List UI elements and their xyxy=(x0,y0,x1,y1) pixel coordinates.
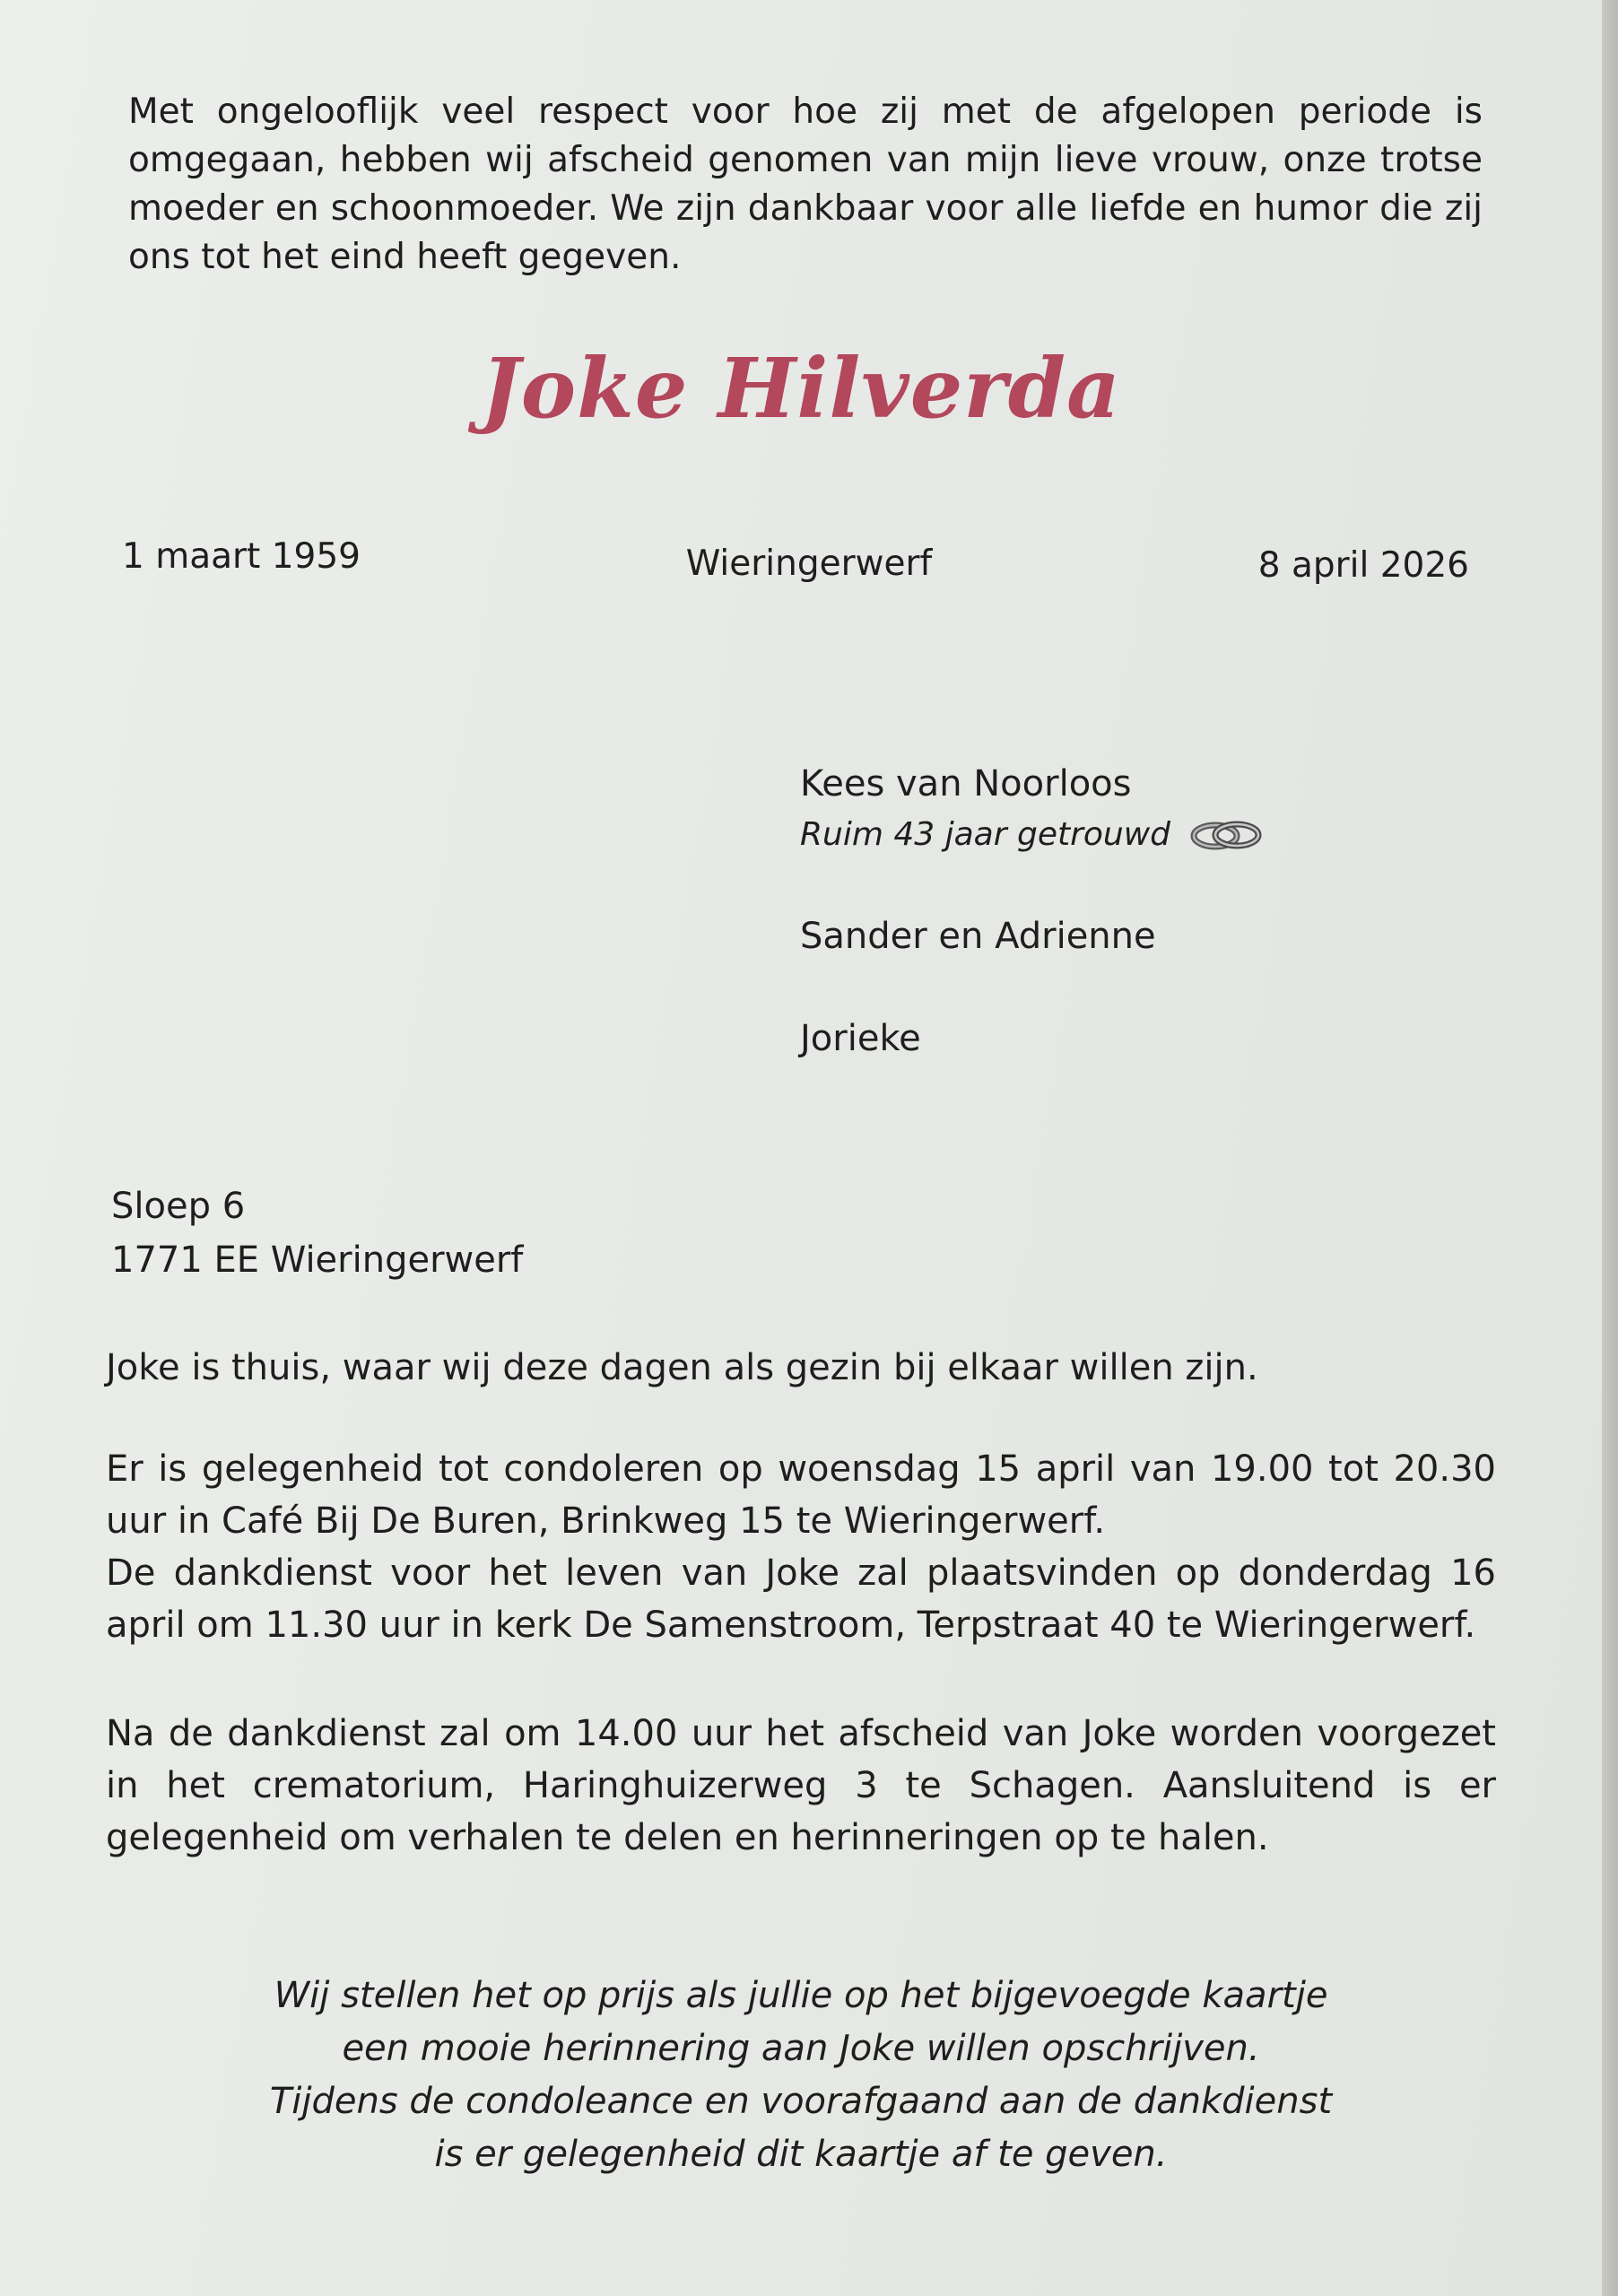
home-paragraph: Joke is thuis, waar wij deze dagen als gezin bij elkaar willen zijn. xyxy=(106,1347,1258,1388)
closing-line: een mooie herinnering aan Joke willen opschrijven. xyxy=(342,2028,1260,2069)
address-street: Sloep 6 xyxy=(111,1186,246,1227)
place-name: Wieringerwerf xyxy=(685,544,933,584)
birth-date: 1 maart 1959 xyxy=(122,536,361,577)
family-husband: Kees van Noorloos xyxy=(800,763,1132,804)
intro-paragraph: Met ongelooflijk veel respect voor hoe zij met de afgelopen periode is omgegaan, hebben wij afscheid genomen van mijn lieve vrouw, onze trotse moeder en schoonmoeder. We zijn dankbaar voor alle liefde en humor die zij ons tot het eind heeft gegeven. xyxy=(128,91,1483,277)
condolence-text: Er is gelegenheid tot condoleren op woensdag 15 april van 19.00 tot 20.30 uur in Café Bij De Buren, Brinkweg 15 te Wieringerwerf. xyxy=(106,1448,1496,1542)
address-postal-city: 1771 EE Wieringerwerf xyxy=(111,1239,524,1281)
wedding-rings-icon xyxy=(1185,814,1267,856)
cremation-paragraph: Na de dankdienst zal om 14.00 uur het afscheid van Joke worden voorgezet in het crematorium, Haringhuizerweg 3 te Schagen. Aansluitend is er gelegenheid om verhalen te delen en herinneringen op te halen. xyxy=(106,1713,1496,1858)
card-edge xyxy=(1602,0,1618,2296)
death-date: 8 april 2026 xyxy=(1257,545,1469,586)
family-children: Sander en Adrienne xyxy=(800,916,1156,957)
family-grandchild: Jorieke xyxy=(800,1018,921,1059)
service-text: De dankdienst voor het leven van Joke zal plaatsvinden op donderdag 16 april om 11.30 uur in kerk De Samenstroom, Terpstraat 40 te Wieringerwerf. xyxy=(106,1552,1496,1646)
married-note: Ruim 43 jaar getrouwd xyxy=(800,816,1171,853)
closing-note xyxy=(0,1970,1602,2181)
closing-line: Tijdens de condoleance en voorafgaand aan de dankdienst xyxy=(269,2081,1333,2122)
deceased-name: Joke Hilverda xyxy=(481,340,1121,437)
closing-line: Wij stellen het op prijs als jullie op het bijgevoegde kaartje xyxy=(274,1975,1328,2016)
closing-line: is er gelegenheid dit kaartje af te geven. xyxy=(434,2134,1168,2175)
married-note-line xyxy=(800,813,1267,857)
ceremony-paragraph xyxy=(106,1443,1496,1651)
